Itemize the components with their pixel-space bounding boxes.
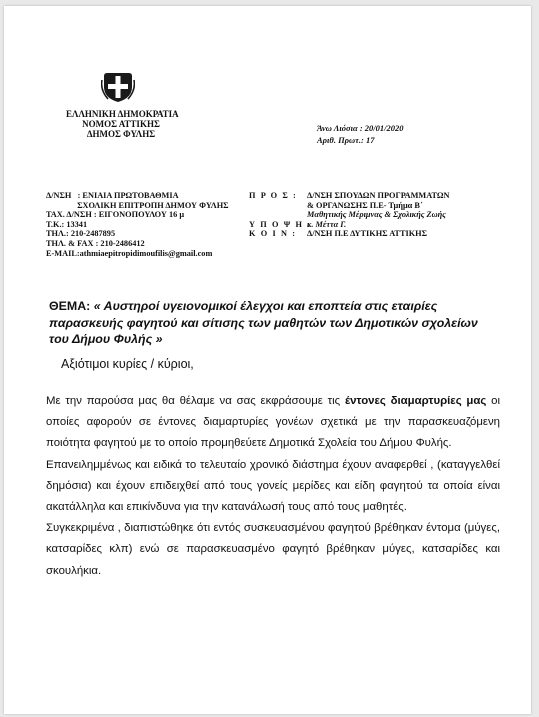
sender-address: ΤΑΧ. Δ/ΝΣΗ : ΕΙΓΟΝΟΠΟΥΛΟΥ 16 μ [46, 210, 185, 220]
letter-body [46, 391, 500, 582]
to-line-2: & ΟΡΓΑΝΩΣΗΣ Π.Ε- Τμήμα Β΄ [307, 200, 423, 210]
greek-coat-of-arms-icon [101, 70, 135, 104]
header-line-municipality: ΔΗΜΟΣ ΦΥΛΗΣ [86, 129, 156, 139]
sender-fax: ΤΗΛ. & FAX : 210-2486412 [46, 238, 145, 248]
protocol-number: Αριθ. Πρωτ.: 17 [317, 134, 375, 145]
recipients-block [249, 191, 449, 239]
attention-label: Υ Π Ο Ψ Η : [249, 219, 312, 229]
cc-label: Κ Ο Ι Ν : [249, 229, 297, 239]
body-paragraph-2: Επανειλημμένως και ειδικά το τελευταίο χρονικό διάστημα έχουν αναφερθεί , (καταγγελθεί δημόσια) και έχουν επιδειχθεί από τους γονείς μερίδες και είδη φαγητού τα οποία είναι ακατάλληλα και επικίνδυνα για την κατανάλωσή τους από τους μαθητές. [46, 458, 500, 514]
body-p1-emphasis: έντονες διαμαρτυρίες μας [344, 395, 487, 407]
subject-line [49, 298, 499, 348]
sender-block [46, 191, 229, 258]
sender-email: E-MAIL:athmiaepitropidimoufilis@gmail.com [46, 248, 213, 258]
date-protocol-block [317, 123, 404, 146]
to-line-3: Μαθητικής Μέριμνας & Σχολικής Ζωής [307, 210, 446, 220]
document-page [4, 6, 531, 714]
body-p1-end: οι οποίες αφορούν σε έντονες διαμαρτυρίες γονέων σχετικά με την παρασκευαζόμενη ποιότητα φαγητού με το οποίο προμηθεύετε Δημοτικά Σχολεία του Δήμου Φυλής. [46, 395, 501, 450]
body-paragraph-3: Συγκεκριμένα , διαπιστώθηκε ότι εντός συσκευασμένου φαγητού βρέθηκαν έντομα (μύγες, κατσαρίδες κλπ) ενώ σε παρασκευασμένο φαγητό βρέθηκαν μύγες, κατσαρίδες και σκουλήκια. [46, 522, 500, 577]
sender-phone: ΤΗΛ.: 210-2487895 [46, 229, 116, 239]
sender-committee: ΣΧΟΛΙΚΗ ΕΠΙΤΡΟΠΗ ΔΗΜΟΥ ΦΥΛΗΣ [46, 200, 229, 210]
body-p1-start: Με την παρούσα μας θα θέλαμε να σας εκφράσουμε τις [46, 395, 345, 407]
subject-label: ΘΕΜΑ: [49, 299, 91, 313]
body-paragraph-1 [46, 391, 500, 455]
to-line-1: Δ/ΝΣΗ ΣΠΟΥΔΩΝ ΠΡΟΓΡΑΜΜΑΤΩΝ [307, 191, 450, 200]
header-line-prefecture: ΝΟΜΟΣ ΑΤΤΙΚΗΣ [82, 119, 160, 129]
attention-value: κ. Μέττα Γ. [307, 219, 347, 229]
issuer-header [66, 109, 179, 139]
sender-postcode: Τ.Κ.: 13341 [46, 219, 88, 229]
to-label: Π Ρ Ο Σ : [249, 191, 298, 200]
header-line-republic: ΕΛΛΗΝΙΚΗ ΔΗΜΟΚΡΑΤΙΑ [66, 109, 179, 119]
greeting: Αξιότιμοι κυρίες / κύριοι, [61, 357, 194, 371]
cc-value: Δ/ΝΣΗ Π.Ε ΔΥΤΙΚΗΣ ΑΤΤΙΚΗΣ [307, 229, 428, 239]
subject-text: « Αυστηροί υγειονομικοί έλεγχοι και εποπτεία στις εταιρίες παρασκευής φαγητού και σίτισης των μαθητών των Δημοτικών σχολείων του Δήμου Φυλής » [49, 299, 478, 346]
document-date: Άνω Λιόσια : 20/01/2020 [317, 123, 404, 133]
sender-directorate: Δ/ΝΣΗ : ΕΝΙΑΙΑ ΠΡΩΤΟΒΑΘΜΙΑ [46, 191, 179, 200]
